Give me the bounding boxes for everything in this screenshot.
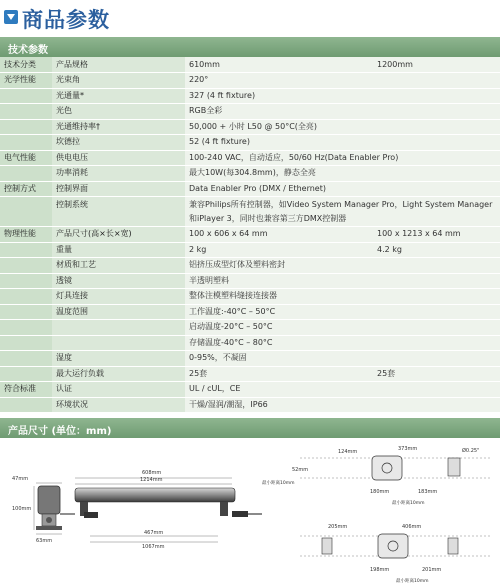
dim-63mm: 63mm — [36, 538, 53, 544]
spec-property: 坎德拉 — [52, 135, 185, 151]
table-row — [0, 351, 500, 367]
dim-373mm: 373mm — [398, 446, 418, 452]
spec-property — [52, 335, 185, 351]
dim-406mm: 406mm — [402, 524, 422, 530]
dimension-drawing — [0, 438, 500, 588]
dim-183mm: 183mm — [418, 489, 438, 495]
dim-min-gap-3: 最小距离10mm — [396, 579, 429, 584]
spec-category — [0, 104, 52, 120]
spec-value: 0-95%，不凝固 — [185, 351, 500, 367]
dim-52mm: 52mm — [292, 467, 309, 473]
spec-property: 光通维持率† — [52, 119, 185, 135]
table-row — [0, 57, 500, 73]
spec-property: 湿度 — [52, 351, 185, 367]
table-row — [0, 366, 500, 382]
spec-property: 控制界面 — [52, 181, 185, 197]
page-title: 商品参数 — [22, 8, 110, 32]
spec-value: 铝挤压成型灯体及塑料密封 — [185, 258, 500, 274]
spec-property: 最大运行负载 — [52, 366, 185, 382]
spec-category — [0, 335, 52, 351]
table-row — [0, 88, 500, 104]
table-row — [0, 289, 500, 305]
chevron-down-icon — [4, 10, 18, 24]
spec-category — [0, 197, 52, 227]
spec-value: 220° — [185, 73, 500, 89]
spec-category — [0, 166, 52, 182]
spec-property: 功率消耗 — [52, 166, 185, 182]
spec-value: 100-240 VAC，自动适应，50/60 Hz(Data Enabler Pro) — [185, 150, 500, 166]
spec-table — [0, 57, 500, 413]
spec-value: 干燥/湿润/潮湿，IP66 — [185, 397, 500, 413]
spec-value: 整体注模塑料缝接连接器 — [185, 289, 500, 305]
dim-100mm: 100mm — [12, 506, 32, 512]
spec-category — [0, 351, 52, 367]
dim-min-gap-1: 最小距离10mm — [262, 481, 295, 486]
dim-0-25-in: Ø0.25" — [462, 448, 480, 454]
spec-value: 50,000 + 小时 L50 @ 50°C(全亮) — [185, 119, 500, 135]
spec-value: 兼容Philips所有控制器，如Video System Manager Pro，Light System Manager和iPlayer 3，同时也兼容第三方DMX控制器 — [185, 197, 500, 227]
dim-180mm: 180mm — [370, 489, 390, 495]
dim-min-gap-2: 最小距离10mm — [392, 501, 425, 506]
spec-property: 灯具连接 — [52, 289, 185, 305]
table-row — [0, 397, 500, 413]
spec-property: 控制系统 — [52, 197, 185, 227]
spec-category — [0, 135, 52, 151]
spec-value-2: 25套 — [373, 366, 500, 382]
spec-value: 半透明塑料 — [185, 273, 500, 289]
spec-property: 产品尺寸(高×长×宽) — [52, 227, 185, 243]
dim-124mm: 124mm — [338, 449, 358, 455]
spec-category — [0, 397, 52, 413]
spec-property: 材质和工艺 — [52, 258, 185, 274]
spec-value: Data Enabler Pro (DMX / Ethernet) — [185, 181, 500, 197]
spec-category — [0, 273, 52, 289]
spec-property: 透镜 — [52, 273, 185, 289]
table-row — [0, 273, 500, 289]
spec-value: 610mm — [185, 57, 373, 73]
spec-property — [52, 320, 185, 336]
spec-category: 光学性能 — [0, 73, 52, 89]
spec-value: 52 (4 ft fixture) — [185, 135, 500, 151]
spec-value: 327 (4 ft fixture) — [185, 88, 500, 104]
table-row — [0, 335, 500, 351]
spec-property: 温度范围 — [52, 304, 185, 320]
spec-value: 100 x 606 x 64 mm — [185, 227, 373, 243]
spec-property: 产品规格 — [52, 57, 185, 73]
table-row — [0, 166, 500, 182]
spec-value-2: 1200mm — [373, 57, 500, 73]
mount-detail-bottom — [300, 524, 490, 584]
table-row — [0, 150, 500, 166]
dim-201mm: 201mm — [422, 567, 442, 573]
section-header-dimensions: 产品尺寸 (单位：mm) — [0, 418, 500, 438]
fixture-tube — [60, 470, 295, 550]
spec-category — [0, 289, 52, 305]
dim-1067mm: 1067mm — [142, 544, 165, 550]
dim-608mm: 608mm — [142, 470, 162, 476]
spec-value: 工作温度:-40°C – 50°C — [185, 304, 500, 320]
dimension-drawing-svg — [0, 438, 500, 588]
spec-property: 环境状况 — [52, 397, 185, 413]
spec-value-2: 4.2 kg — [373, 242, 500, 258]
spec-category: 控制方式 — [0, 181, 52, 197]
spec-value: UL / cUL，CE — [185, 382, 500, 398]
table-row — [0, 320, 500, 336]
table-row — [0, 227, 500, 243]
spec-value: 存储温度-40°C – 80°C — [185, 335, 500, 351]
spec-category — [0, 366, 52, 382]
spec-value: RGB全彩 — [185, 104, 500, 120]
section-header-specs: 技术参数 — [0, 37, 500, 57]
spec-value-2: 100 x 1213 x 64 mm — [373, 227, 500, 243]
spec-property: 认证 — [52, 382, 185, 398]
spec-category — [0, 304, 52, 320]
table-row — [0, 197, 500, 227]
table-row — [0, 104, 500, 120]
dim-467mm: 467mm — [144, 530, 164, 536]
spec-category — [0, 258, 52, 274]
dim-47mm: 47mm — [12, 476, 29, 482]
spec-category — [0, 242, 52, 258]
spec-category: 电气性能 — [0, 150, 52, 166]
profile-view — [12, 476, 62, 544]
dim-1214mm: 1214mm — [140, 477, 163, 483]
spec-category: 符合标准 — [0, 382, 52, 398]
table-row — [0, 258, 500, 274]
spec-value: 2 kg — [185, 242, 373, 258]
mount-detail-top — [292, 446, 490, 506]
spec-category — [0, 119, 52, 135]
spec-value: 启动温度-20°C – 50°C — [185, 320, 500, 336]
spec-value: 最大10W(每304.8mm)，静态全亮 — [185, 166, 500, 182]
spec-value: 25套 — [185, 366, 373, 382]
dim-198mm: 198mm — [370, 567, 390, 573]
table-row — [0, 135, 500, 151]
table-row — [0, 119, 500, 135]
title-bar — [0, 0, 500, 36]
spec-category — [0, 88, 52, 104]
spec-category: 物理性能 — [0, 227, 52, 243]
spec-property: 光束角 — [52, 73, 185, 89]
table-row — [0, 242, 500, 258]
spec-property: 光色 — [52, 104, 185, 120]
spec-property: 供电电压 — [52, 150, 185, 166]
spec-property: 重量 — [52, 242, 185, 258]
spec-property: 光通量* — [52, 88, 185, 104]
table-row — [0, 181, 500, 197]
spec-category — [0, 320, 52, 336]
table-row — [0, 304, 500, 320]
dim-205mm: 205mm — [328, 524, 348, 530]
spec-category: 技术分类 — [0, 57, 52, 73]
table-row — [0, 73, 500, 89]
table-row — [0, 382, 500, 398]
